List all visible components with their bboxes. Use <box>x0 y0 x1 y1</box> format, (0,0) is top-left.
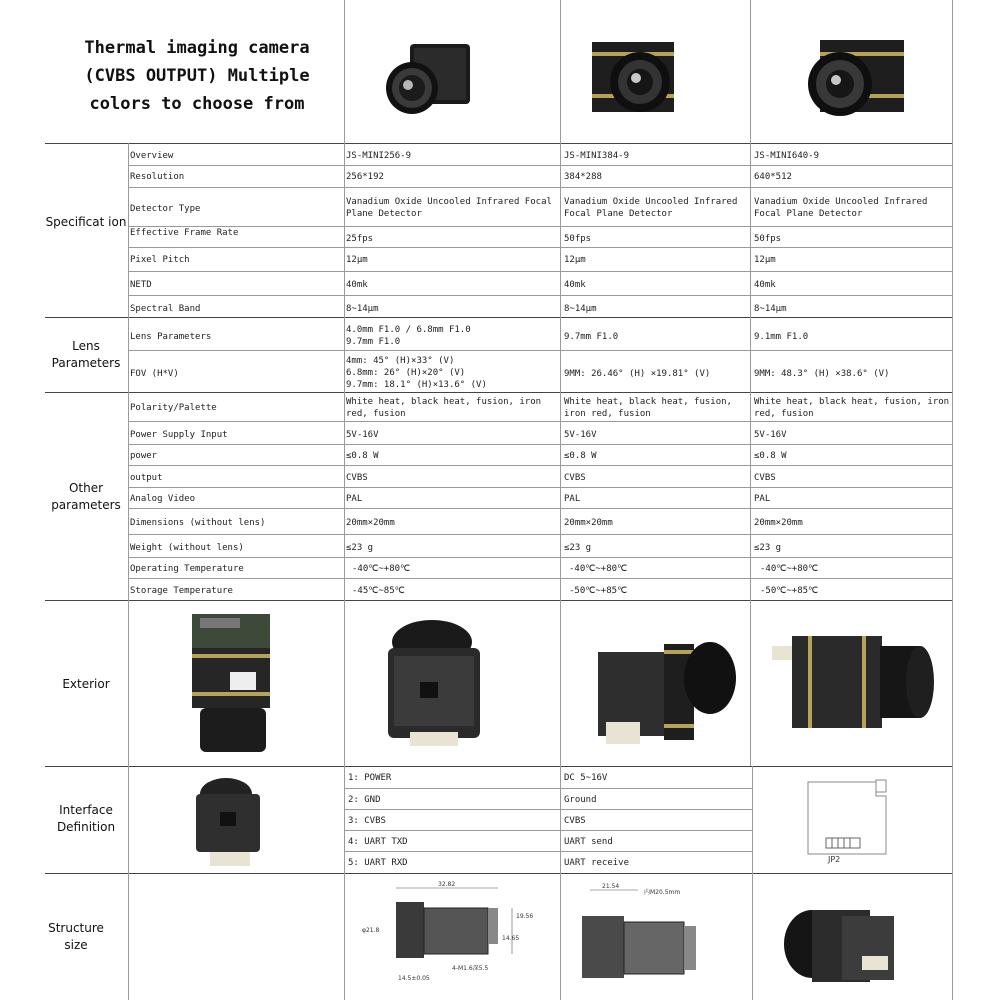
connector-outline-drawing <box>796 772 896 872</box>
other-value: White heat, black heat, fusion, iron red, fusion <box>346 397 542 419</box>
other-value: PAL <box>346 494 363 504</box>
interface-pin-4: 4: UART TXD <box>348 837 408 847</box>
interface-desc-4: UART send <box>564 837 613 847</box>
dim-bottom: 14.5±0.05 <box>398 975 430 982</box>
lens-value: 4mm: 45° (H)×33° (V) 6.8mm: 26° (H)×20° (V) 9.7mm: 18.1° (H)×13.6° (V) <box>346 356 487 390</box>
lens-value: 9.1mm F1.0 <box>754 332 809 342</box>
other-value: 5V-16V <box>346 430 379 440</box>
other-label-power-supply: Power Supply Input <box>130 430 228 440</box>
lens-value: 4.0mm F1.0 / 6.8mm F1.0 9.7mm F1.0 <box>346 325 471 347</box>
exterior-photo-4 <box>768 626 938 736</box>
other-value: -40℃~+80℃ <box>569 564 628 574</box>
spec-value: 50fps <box>754 234 782 244</box>
spec-value: 640*512 <box>754 172 792 182</box>
camera-photo-640 <box>792 30 912 130</box>
other-label-weight: Weight (without lens) <box>130 543 244 553</box>
spec-value: 12μm <box>346 255 368 265</box>
spec-value: 256*192 <box>346 172 384 182</box>
interface-pin-1: 1: POWER <box>348 773 392 783</box>
exterior-photo-3 <box>590 614 740 754</box>
row-divider <box>128 487 953 488</box>
row-divider <box>128 247 953 248</box>
column-divider <box>560 873 561 1000</box>
other-value: 20mm×20mm <box>754 518 803 528</box>
spec-value: JS-MINI640-9 <box>754 151 820 161</box>
dim-width-1: 32.82 <box>438 881 456 888</box>
section-exterior: Exterior <box>62 677 110 691</box>
other-value: -50℃~+85℃ <box>760 586 819 596</box>
interface-desc-3: CVBS <box>564 816 586 826</box>
row-divider <box>128 226 953 227</box>
other-value: CVBS <box>346 473 368 483</box>
other-value: ≤0.8 W <box>346 451 379 461</box>
structure-photo-3 <box>782 900 902 990</box>
row-divider <box>45 143 953 144</box>
other-value: -40℃~+80℃ <box>760 564 819 574</box>
row-divider <box>344 830 752 831</box>
other-value: PAL <box>564 494 581 504</box>
other-value: -50℃~+85℃ <box>569 586 628 596</box>
other-label-output: output <box>130 473 163 483</box>
column-divider <box>560 0 561 766</box>
section-structure-size: Structure size <box>48 921 104 952</box>
exterior-photo-1 <box>180 608 280 758</box>
row-divider <box>45 392 953 393</box>
dim-diameter: φ21.8 <box>362 927 380 934</box>
column-divider <box>560 766 561 873</box>
other-label-analog-video: Analog Video <box>130 494 196 504</box>
other-value: CVBS <box>564 473 586 483</box>
spec-value: 12μm <box>564 255 586 265</box>
spec-value: JS-MINI256-9 <box>346 151 412 161</box>
camera-photo-384 <box>578 30 698 130</box>
other-value: 5V-16V <box>564 430 597 440</box>
row-divider <box>128 578 953 579</box>
other-label-operating-temp: Operating Temperature <box>130 564 244 574</box>
interface-desc-2: Ground <box>564 795 597 805</box>
page-title: Thermal imaging camera (CVBS OUTPUT) Multiple colors to choose from <box>84 38 310 114</box>
spec-value: Vanadium Oxide Uncooled Infrared Focal Plane Detector <box>564 197 738 219</box>
dim-note-1: 4-M1.6深5.5 <box>452 965 489 972</box>
row-divider <box>128 295 953 296</box>
dim-width-2: 21.54 <box>602 883 620 890</box>
lens-value: 9.7mm F1.0 <box>564 332 619 342</box>
other-label-dimensions: Dimensions (without lens) <box>130 518 266 528</box>
other-value: PAL <box>754 494 771 504</box>
row-divider <box>45 873 953 874</box>
dim-height-1: 19.56 <box>516 913 534 920</box>
other-value: White heat, black heat, fusion, iron red, fusion <box>754 397 950 419</box>
row-divider <box>128 187 953 188</box>
spec-value: 40mk <box>346 280 368 290</box>
spec-value: 8~14μm <box>346 304 379 314</box>
column-divider <box>750 0 751 766</box>
dim-height-2: 14.65 <box>502 935 520 942</box>
row-divider <box>45 317 953 318</box>
other-value: White heat, black heat, fusion, iron red, fusion <box>564 397 732 419</box>
interface-pin-2: 2: GND <box>348 795 381 805</box>
other-value: 5V-16V <box>754 430 787 440</box>
row-divider <box>128 271 953 272</box>
column-divider <box>752 766 753 1000</box>
lens-value: 9MM: 48.3° (H) ×38.6° (V) <box>754 369 890 379</box>
other-value: 20mm×20mm <box>564 518 613 528</box>
spec-label-netd: NETD <box>130 280 152 290</box>
other-value: ≤23 g <box>564 543 592 553</box>
other-value: ≤23 g <box>346 543 374 553</box>
row-divider <box>344 851 752 852</box>
spec-value: Vanadium Oxide Uncooled Infrared Focal Plane Detector <box>754 197 928 219</box>
spec-value: 384*288 <box>564 172 602 182</box>
spec-value: 8~14μm <box>754 304 787 314</box>
other-label-polarity: Polarity/Palette <box>130 403 217 413</box>
structure-drawing-1 <box>356 878 534 984</box>
other-value: ≤23 g <box>754 543 782 553</box>
row-divider <box>45 766 953 767</box>
row-divider <box>128 421 953 422</box>
structure-drawing-2 <box>578 880 728 984</box>
row-divider <box>128 557 953 558</box>
row-divider <box>128 444 953 445</box>
section-lens-parameters: Lens Parameters <box>51 339 121 370</box>
column-divider <box>128 143 129 1000</box>
spec-value: 8~14μm <box>564 304 597 314</box>
other-value: -40℃~+80℃ <box>352 564 411 574</box>
row-divider <box>128 465 953 466</box>
other-value: ≤0.8 W <box>564 451 597 461</box>
connector-label: JP2 <box>828 855 841 864</box>
other-value: 20mm×20mm <box>346 518 395 528</box>
section-other-parameters: Other parameters <box>51 481 121 512</box>
lens-value: 9MM: 26.46° (H) ×19.81° (V) <box>564 369 711 379</box>
other-value: CVBS <box>754 473 776 483</box>
other-label-storage-temp: Storage Temperature <box>130 586 233 596</box>
row-divider <box>344 809 752 810</box>
spec-label-resolution: Resolution <box>130 172 185 182</box>
spec-value: 12μm <box>754 255 776 265</box>
other-value: ≤0.8 W <box>754 451 787 461</box>
row-divider <box>128 508 953 509</box>
row-divider <box>45 600 953 601</box>
spec-value: Vanadium Oxide Uncooled Infrared Focal Plane Detector <box>346 197 552 219</box>
column-divider <box>952 0 953 1000</box>
section-interface-definition: Interface Definition <box>56 803 116 834</box>
other-label-power: power <box>130 451 158 461</box>
spec-label-frame-rate: Effective Frame Rate <box>130 228 239 238</box>
interface-board-photo <box>190 772 270 870</box>
section-specification: Specificat ion <box>45 215 127 229</box>
exterior-photo-2 <box>380 612 490 752</box>
dim-note-2: 内M20.5mm <box>644 889 681 896</box>
spec-value: 25fps <box>346 234 374 244</box>
spec-value: JS-MINI384-9 <box>564 151 630 161</box>
spec-value: 50fps <box>564 234 592 244</box>
spec-value: 40mk <box>754 280 776 290</box>
row-divider <box>344 788 752 789</box>
interface-pin-5: 5: UART RXD <box>348 858 408 868</box>
spec-value: 40mk <box>564 280 586 290</box>
spec-label-detector-type: Detector Type <box>130 204 201 214</box>
camera-photo-256 <box>372 30 482 130</box>
interface-pin-3: 3: CVBS <box>348 816 386 826</box>
spec-label-pixel-pitch: Pixel Pitch <box>130 255 190 265</box>
spec-label-overview: Overview <box>130 151 174 161</box>
interface-desc-1: DC 5~16V <box>564 773 608 783</box>
lens-label-fov: FOV (H*V) <box>130 369 179 379</box>
spec-label-spectral-band: Spectral Band <box>130 304 201 314</box>
column-divider <box>344 0 345 1000</box>
row-divider <box>128 165 953 166</box>
row-divider <box>128 350 953 351</box>
lens-label-parameters: Lens Parameters <box>130 332 212 342</box>
other-value: -45℃~85℃ <box>352 586 405 596</box>
interface-desc-5: UART receive <box>564 858 630 868</box>
row-divider <box>128 534 953 535</box>
